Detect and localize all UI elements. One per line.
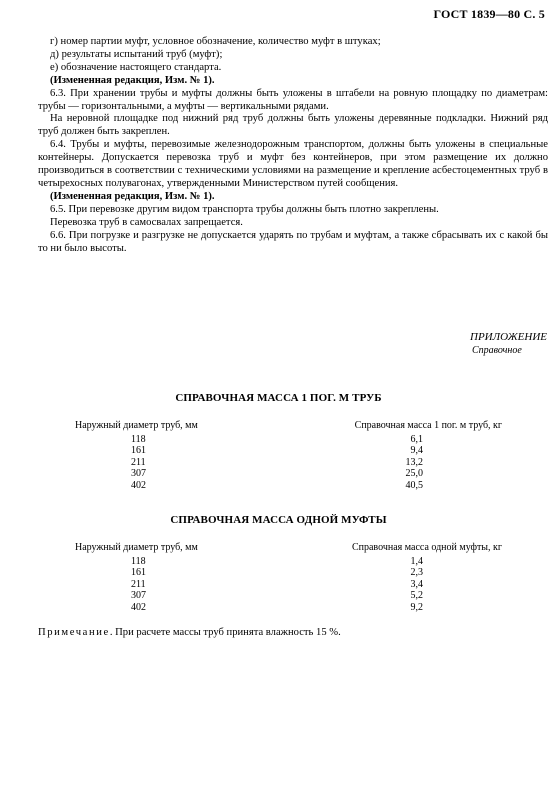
diameter-cell: 161	[131, 445, 146, 457]
table-row	[75, 480, 505, 491]
mass-cell: 9,2	[410, 601, 423, 613]
diameter-cell: 307	[131, 468, 146, 480]
section-6-text	[38, 36, 548, 255]
appendix-title: ПРИЛОЖЕНИЕ	[470, 331, 547, 343]
diameter-cell: 402	[131, 601, 146, 613]
table-row	[75, 579, 505, 590]
paragraph-6-3-cont: На неровной площадке под нижний ряд труб должны быть уложены деревянные подкладки. Нижний ряд труб должен быть закреплен.	[38, 113, 548, 138]
mass-cell: 9,4	[410, 445, 423, 457]
column-header-mass: Справочная масса 1 пог. м труб, кг	[354, 420, 502, 431]
coupling-mass-table	[75, 542, 505, 613]
page-header: ГОСТ 1839—80 С. 5	[433, 7, 545, 21]
appendix-subtitle: Справочное	[472, 345, 522, 356]
table-header	[75, 420, 505, 434]
paragraph-6-4: 6.4. Трубы и муфты, перевозимые железнодорожным транспортом, должны быть уложены в специальные контейнеры. Допускается перевозка труб и муфт без контейнеров, при этом размещение их должно производиться в соответствии с техническими условиями на размещение и крепление асбестоцементных труб в четырехосных полувагонах, утвержденными Министерством путей сообщения.	[38, 139, 548, 189]
mass-cell: 40,5	[405, 479, 423, 491]
table-row	[75, 602, 505, 613]
paragraph-6-5: 6.5. При перевозке другим видом транспорта трубы должны быть плотно закреплены.	[50, 203, 439, 215]
diameter-cell: 118	[131, 434, 146, 445]
column-header-diameter: Наружный диаметр труб, мм	[75, 542, 198, 553]
table1-title: СПРАВОЧНАЯ МАССА 1 ПОГ. М ТРУБ	[175, 392, 382, 404]
list-item-d: д) результаты испытаний труб (муфт);	[50, 48, 223, 60]
paragraph-6-6: 6.6. При погрузке и разгрузке не допускается ударять по трубам и муфтам, а также сбрасывать их с какой бы то ни было высоты.	[38, 229, 548, 254]
note-text: . При расчете массы труб принята влажность 15 %.	[109, 627, 341, 638]
mass-cell: 3,4	[410, 578, 423, 590]
pipe-mass-table	[75, 420, 505, 491]
mass-cell: 25,0	[405, 468, 423, 480]
diameter-cell: 118	[131, 556, 146, 567]
table-row	[75, 457, 505, 468]
note-label: Примечание	[38, 627, 110, 638]
column-header-diameter: Наружный диаметр труб, мм	[75, 420, 198, 431]
table-row	[75, 445, 505, 456]
amendment-note-1: (Измененная редакция, Изм. № 1).	[50, 74, 215, 86]
list-item-e: е) обозначение настоящего стандарта.	[50, 61, 222, 73]
paragraph-6-5-cont: Перевозка труб в самосвалах запрещается.	[50, 216, 243, 228]
mass-cell: 1,4	[410, 556, 423, 567]
list-item-g: г) номер партии муфт, условное обозначение, количество муфт в штуках;	[50, 36, 381, 47]
diameter-cell: 211	[131, 578, 146, 590]
diameter-cell: 211	[131, 456, 146, 468]
table-row	[75, 556, 505, 567]
diameter-cell: 402	[131, 479, 146, 491]
table-row	[75, 590, 505, 601]
appendix-heading	[470, 331, 547, 357]
mass-cell: 13,2	[405, 456, 423, 468]
mass-cell: 2,3	[410, 567, 423, 579]
table-row	[75, 468, 505, 479]
table-row	[75, 434, 505, 445]
amendment-note-2: (Измененная редакция, Изм. № 1).	[50, 190, 215, 202]
diameter-cell: 161	[131, 567, 146, 579]
paragraph-6-3: 6.3. При хранении трубы и муфты должны быть уложены в штабели на ровную площадку по диаметрам: трубы — горизонтальными, а муфты — вертикальными рядами.	[38, 87, 548, 112]
mass-cell: 5,2	[410, 590, 423, 602]
table2-title: СПРАВОЧНАЯ МАССА ОДНОЙ МУФТЫ	[170, 514, 387, 526]
mass-cell: 6,1	[410, 434, 423, 445]
diameter-cell: 307	[131, 590, 146, 602]
column-header-mass: Справочная масса одной муфты, кг	[351, 542, 502, 553]
table-header	[75, 542, 505, 556]
footnote	[38, 627, 341, 638]
table-row	[75, 567, 505, 578]
